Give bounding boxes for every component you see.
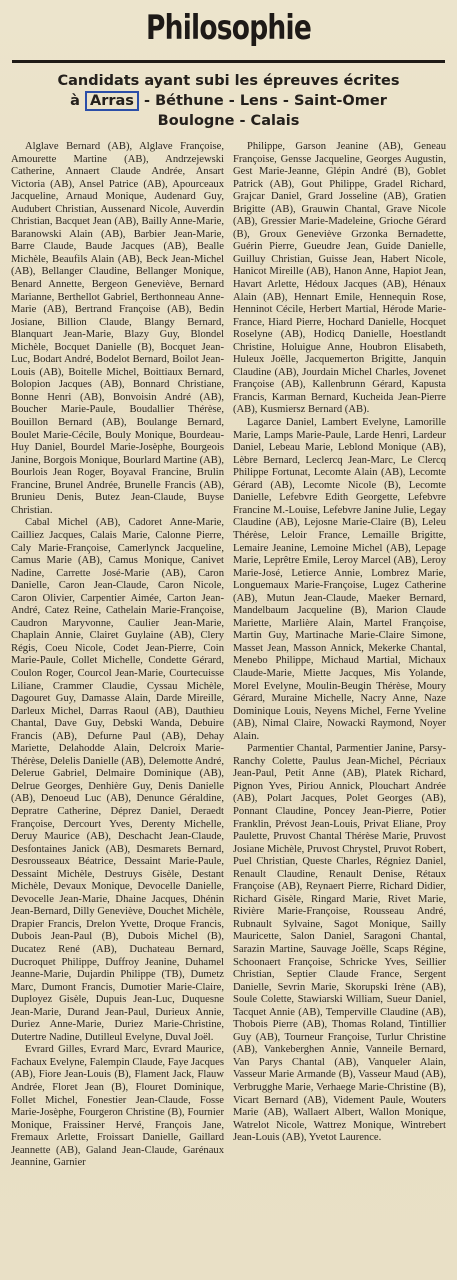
left-column [11, 141, 224, 1170]
subtitle-line-1: Candidats ayant subi les épreuves écrites [57, 73, 400, 89]
paragraph-e-to-g: Evrard Gilles, Evrard Marc, Evrard Maurice, Fachaux Evelyne, Falempin Claude, Faye Jacques (AB), Fiore Jean-Louis (B), Flament Jack, Flauw Andrée, Floret Jean (B), Flouret Dominique, Follet Michel, Fonestier Jean-Claude, Fosse Marie-Josèphe, Fourgeron Christine (B), Fournier Monique, Fraissiner Hervé, François Jane, Fremaux Arlette, Froissart Danielle, Gaillard Jeannette (AB), Galand Jean-Claude, Garénaux Jeannine, Garnier [11, 1044, 224, 1169]
right-column [233, 141, 446, 1170]
paragraph-g-to-k: Philippe, Garson Jeanine (AB), Geneau Françoise, Gensse Jacqueline, Georges Augustin, Gest Marie-Jeanne, Glépin André (B), Goblet Patrick (AB), Gout Philippe, Gradel Richard, Grajcar Daniel, Grard Josseline (AB), Gratien Brigitte (AB), Grauwin Chantal, Grave Nicole (AB), Gressier Marie-Madeleine, Grioche Gérard (B), Groux Geneviève Grzonka Bernadette, Guérin Pierre, Gueudre Jean, Guide Danielle, Guilluy Christian, Guisse Jean, Habert Nicole, Hanicot Mireille (AB), Hanon Anne, Hapiot Jean, Havart Arlette, Hédoux Jacques (AB), Hénaux Alain (AB), Hennart Emile, Hennequin Rose, Henninot Cécile, Herbert Martial, Hérode Marie-France, Hiard Pierre, Hochard Danielle, Hocquet Roselyne (AB), Hodicq Danielle, Hoestlandt Christine, Holuigue Anne, Houbron Elisabeth, Huleux Joëlle, Jacquemerton Brigitte, Janquin Claudine (AB), Jourdain Michel Charles, Jovenet Françoise (AB), Kallenbrunn Gérard, Kapusta Francis, Karman Bernard, Kucheida Jean-Pierre (AB), Kusmiersz Bernard (AB). [233, 141, 446, 416]
subtitle-line-3: Boulogne - Calais [157, 113, 300, 129]
paragraph-a-to-d-part1: Alglave Bernard (AB), Alglave Françoise, Amourette Martine (AB), Andrzejewski Catherine, Annaert Claude Andrée, Ansart Victoria (AB), Ansel Patrice (AB), Apourceaux Jacqueline, Arnaud Monique, Audenard Guy, Audubert Christian, Aussenard Nicole, Auverdin Christian, Bacquet Jean (AB), Bailly Anne-Marie, Baranowski Alain (AB), Barbier Jean-Marie, Barre Claude, Baude Jacques (AB), Bealle Michèle, Beaufils Alain (AB), Beck Jean-Michel (AB), Bellanger Claudine, Bellanger Monique, Benard Annette, Bergeon Geneviève, Bernard Marianne, Berthellot Gabriel, Berthonneau Anne-Marie (AB), Bertrand Françoise (AB), Bedin Josiane, Billion Claude, Blangy Bernard, Blanquart Jean-Marie, Blazy Guy, Blondel Michèle, Bocquet Danielle (B), Bocquet Jean-Luc, Bodart André, Bodelot Bernard, Boilot Jean-Louis (AB), Boitelle Michel, Boittiaux Bernard, Bolopion Jacques (AB), Bonnard Christiane, Bonne Henri (AB), Bonvoisin André (AB), Boucher Marie-Paule, Boudallier Thérèse, Bouillon Bernard (AB), Boulange Bernard, Boulet Marie-Cécile, Bouly Monique, Bourdeau-Huy Daniel, Bourdel Marie-Josèphe, Bourgeois Janine, Borgois Monique, Bourlard Martine (AB), Bourlois Jean Roger, Boyaval Francine, Brulin Francine, Brunel Andrée, Brunelle Francis (AB), Brunieu Denis, Butez Jean-Claude, Buyse Christian. [11, 141, 224, 516]
paragraph-c-to-d: Cabal Michel (AB), Cadoret Anne-Marie, Cailliez Jacques, Calais Marie, Calonne Pierre, Caly Marie-Françoise, Camerlynck Jacqueline, Camus Marie (AB), Camus Monique, Canivet Nadine, Carrette José-Marie (AB), Caron Danielle, Caron Jean-Claude, Caron Nicole, Caron Olivier, Carpentier Aimée, Carton Jean-André, Catez Reine, Cathelain Marie-Françoise, Caudron Maryvonne, Caulier Jean-Marie, Chaplain Annie, Clairet Guylaine (AB), Clery Régis, Coeu Nicole, Codet Jean-Pierre, Coin Marie-Paule, Collet Michelle, Condette Gérard, Coulon Roger, Courcol Jean-Marie, Courtecuisse Liliane, Crammer Claudie, Cyssau Michèle, Dagouret Guy, Damasse Alain, Darde Mireille, Darleux Michel, Darras Raoul (AB), Dauthieu Chantal, Dave Guy, Debski Wanda, Debuire Francis (AB), Defurne Paul (AB), Dehay Mariette, Delahodde Alain, Delcroix Marie-Thérèse, Delelis Danielle (AB), Delemotte André, Delerue Gabriel, Delmaire Dominique (AB), Delrue Georges, Denhière Guy, Denis Danielle (AB), Denoeud Luc (AB), Denunce Géraldine, Depratre Catherine, Déprez Daniel, Deraedt Françoise, Dercourt Yves, Derenty Michelle, Deruy Maurice (AB), Deschacht Jean-Claude, Desfontaines Janick (AB), Desmarets Bernard, Desrousseaux Béatrice, Dessaint Marie-Paule, Dessaint Michèle, Destruys Gisèle, Destant Michèle, Devaux Monique, Devocelle Danielle, Devocelle Jean-Marie, Dhaine Jacques, Dhénin Jean-Bernard, Dilly Geneviève, Douchet Michèle, Drapier Francis, Drelon Yvette, Droque Francis, Dubois Jean-Paul (B), Dubois Michel (B), Ducatez René (AB), Duchateau Bernard, Ducroquet Philippe, Duffroy Jeanine, Duhamel Jeanne-Marie, Dujardin Philippe (TB), Dumetz Marc, Dumont Francis, Dumotier Marie-Claire, Duployez Gisèle, Dupuis Jean-Luc, Duquesne Jean-Marie, Durand Jean-Paul, Durieux Annie, Duriez Anne-Marie, Duriez Marie-Christine, Dutertre Nadine, Dutilleul Evelyne, Duval Joël. [11, 517, 224, 1043]
candidate-columns [6, 141, 451, 1170]
subtitle-cities: - Béthune - Lens - Saint-Omer [144, 93, 387, 109]
arras-highlight: Arras [85, 91, 139, 111]
paragraph-p-to-y: Parmentier Chantal, Parmentier Janine, Parsy-Ranchy Colette, Paulus Jean-Michel, Pécriaux Jean-Paul, Petit Anne (AB), Platek Richard, Pignon Yves, Piriou Annick, Plouchart Andrée (AB), Polart Jacques, Polet Georges (AB), Ponnant Claudine, Poncey Jean-Pierre, Potier Franklin, Prévost Jean-Louis, Privat Eliane, Proy Paulette, Pruvost Chantal Thérèse Marie, Pruvost Josiane Michèle, Pruvost Chrystel, Pruvot Robert, Puel Christian, Queste Charles, Régniez Daniel, Renault Claudine, Renault Denise, Rétaux Françoise (AB), Reynaert Pierre, Richard Didier, Richard Gisèle, Ringard Marie, Rivet Marie, Rivière Marie-Françoise, Rousseau André, Rubnault Sylvaine, Sagot Monique, Sailly Mauricette, Salon Daniel, Saragoni Chantal, Sarazin Martine, Sauvage Joëlle, Scaps Régine, Schoonaert Françoise, Schricke Yves, Seillier Christian, Septier Claude France, Sergent Danielle, Sevrin Marie, Skorupski Irène (AB), Soule Colette, Stawiarski William, Sueur Daniel, Tacquet Annie (AB), Temperville Claudine (AB), Thobois Pierre (AB), Thomas Roland, Tintillier Guy (AB), Tourneur Françoise, Turlur Christine (AB), Vankeberghen Annie, Vanneile Bernard, Van Parys Chantal (AB), Vanqueler Alain, Vasseur Marie Armande (B), Vasseur Maud (AB), Verbrugghe Marie, Verhaege Marie-Christine (B), Vicart Bernard (AB), Videment Paule, Wouters Marie (AB), Wallaert Albert, Wallon Monique, Watrelot Nicole, Wattrez Monique, Wintrebert Jean-Louis (AB), Yvetot Laurence. [233, 743, 446, 1144]
page-title: Philosophie [145, 8, 312, 48]
subtitle [6, 71, 451, 131]
title-rule [12, 60, 445, 63]
subtitle-line-2 [6, 91, 451, 111]
subtitle-prefix: à [70, 93, 80, 109]
paragraph-l-to-n: Lagarce Daniel, Lambert Evelyne, Lamorille Marie, Lamps Marie-Paule, Larde Henri, Lardeur Daniel, Lebeau Marie, Leblond Monique (AB), Lèbre Bernard, Leclercq Jean-Marc, Le Clercq Philippe Fortunat, Lecomte Alain (AB), Lecomte Gérard (AB), Lecomte Nicole (B), Lecomte Danielle, Lefebvre Edith Georgette, Lefebvre Francine M.-Louise, Lefebvre Janine Julie, Legay Claudine (AB), Lejosne Marie-Claire (B), Leleu Thérèse, Leloir France, Lemaille Brigitte, Lemaire Jeanine, Lemoine Michel (AB), Lepage Marie, Leprêtre Emile, Leroy Marcel (AB), Leroy Marie-José, Letierce Annie, Lombrez Marie, Longuemaux Marie-Françoise, Lugez Catherine (AB), Mutun Jean-Claude, Maeker Bernard, Mandelbaum Jacqueline (B), Marion Claude Mariette, Marlière Alain, Martel Françoise, Martin Guy, Martinache Marie-Claire Simone, Masset Jean, Masson Annick, Mekerke Chantal, Menebo Philippe, Michaud Martial, Michaux Claude-Marie, Miette Jacques, Mis Yolande, Morel Evelyne, Moulin-Beugin Thérèse, Moury Gérard, Muraine Michelle, Nacry Anne, Naze Dominique Louis, Neyens Michel, Ferne Yveline (AB), Nimal Claire, Nowacki Raymond, Noyer Alain. [233, 417, 446, 742]
